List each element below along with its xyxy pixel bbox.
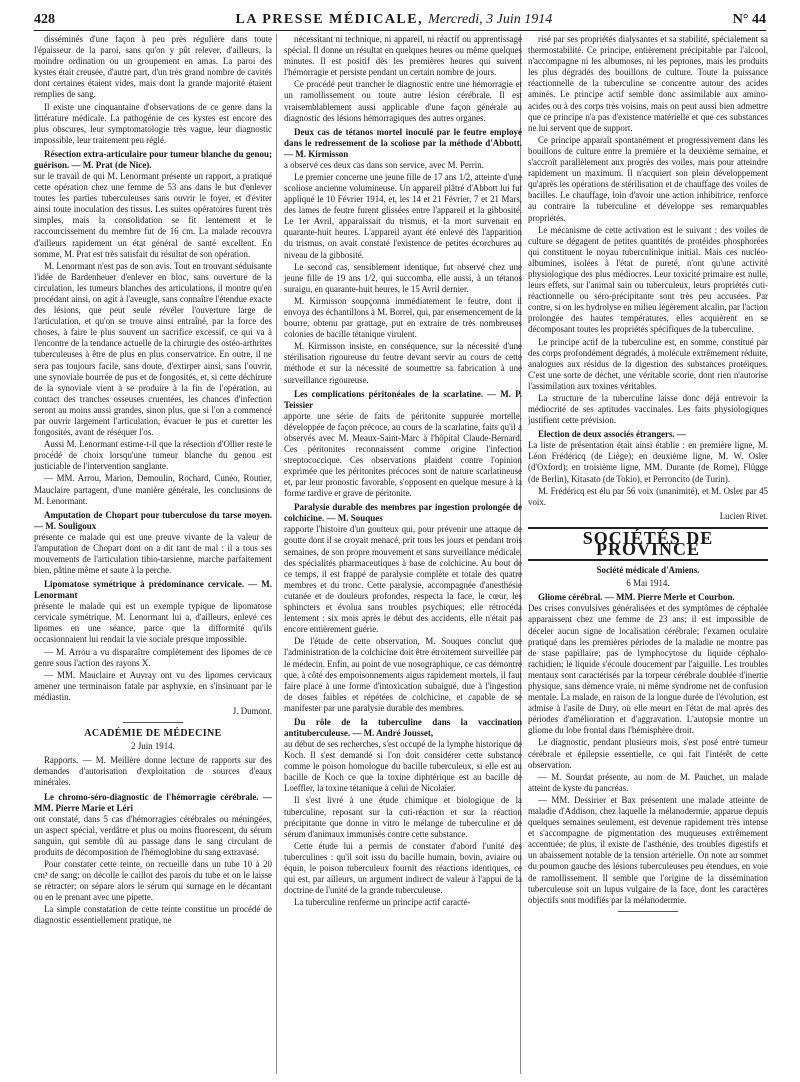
session-date: 6 Mai 1914. — [626, 578, 670, 589]
paragraph: apporte une série de faits de péritonite suppurée mortelle, développée de façon précoce, au cours de la scarlatine, faits qu'il a observés avec M. Meaux-Saint-Marc à l'hôpital Claude-Bernard. Ces péritonites reconnaissent comme origine l'infection streptococcique. Ces observations plaident contre l'opinion exprimée que les péritonites précoces sont de nature scarlatineuse et, par leur pronostic favorable, s'opposent en quelque mesure à la forme tardive et grave de péritonite. — [284, 410, 522, 499]
paragraph: Il s'est livré à une étude chimique et biologique de la tuberculine, reposant sur la cuti-réaction et sur la réaction précipitante que donne in vitro le mélange de tuberculine et de sérum d'animaux immunisés contre cette substance. — [284, 795, 522, 839]
paragraph: sur le travail de qui M. Lenormant présente un rapport, a pratiqué cette opération chez une femme de 53 ans dans le but d'enlever toutes les parties tuberculeuses sans ouvrir le foyer, et d'éviter ainsi toute inoculation des tissus. Les suites opératoires furent très simples, mais la consolidation se fit lentement et le raccourcissement du membre fut de 16 cm. La malade recouvra d'ailleurs rapidement un état général de santé excellent. En somme, M. Prat est très satisfait du résultat de son opération. — [34, 170, 272, 259]
section-title: ACADÉMIE DE MÉDECINE — [84, 728, 222, 740]
paragraph: disséminés d'une façon à peu près régulière dans toute l'épaisseur de la paroi, sans qu'on y pût relever, d'ailleurs, la moindre ordination ou un groupement en amas. La paroi des kystes était creusée, d'autre part, d'un très grand nombre de cavités dont certaines étaient vides, mais dont la grande majorité étaient remplies de sang. — [34, 34, 272, 100]
column-rule — [276, 34, 277, 1074]
section-heading: Du rôle de la tuberculine dans la vaccination antituberculeuse. — M. André Jousset, — [284, 716, 522, 738]
paragraph: Aussi M. Lenormant estime-t-il que la résection d'Ollier reste le procédé de choix lorsqu'une tumeur blanche du genou est justiciable de l'intervention sanglante. — [34, 439, 272, 472]
paragraph: M. Kirmisson soupçonna immédiatement le feutre, dont il envoya des échantillons à M. Borrel, qui, par ensemencement de la bourre, obtenu par grattage, put en extraire de très nombreuses colonies de bacille tétanique virulent. — [284, 295, 522, 340]
paragraph: Pour constater cette teinte, on recueille dans un tube 10 à 20 cm³ de sang; on décolle le caillot des parois du tube et on le laisse se rétracter; on sépare alors le sérum qui surnage en le décantant ou en le prenant avec une pipette. — [34, 858, 272, 903]
column-1 — [34, 34, 272, 1074]
paragraph: rapporte l'histoire d'un goutteux qui, pour prévenir une attaque de goutte dont il se croyait menacé, prit tous les jours et pendant trois semaines, de son propre mouvement et sans surveillance médicale, des spécialités pharmaceutiques à base de colchicine. Au bout de ce temps, il est frappé de paralysie complète et totale des quatre membres et du tronc. Cette paralysie, accompagnée d'anesthésie cutanée et de douleurs profondes, respecta la face, le cœur, les sphincters et évolua sans troubles psychiques; elle rétrocéda lentement : six mois après le début des accidents, elle n'était pas encore entièrement guérie. — [284, 524, 522, 635]
signature: J. Dumont. — [232, 705, 272, 716]
paragraph: Des crises convulsives généralisées et des symptômes de céphalée apparaissent chez une femme de 23 ans; il est impossible de déceler aucun signe de localisation cérébrale; l'examen oculaire pratiqué dans les premières périodes de la maladie ne montre pas de stase papillaire; pas de lymphocytose du liquide céphalo-rachidien; le liquide s'écoule doucement par l'aiguille. Les troubles mentaux sont caractérisés par la torpeur cérébrale doublée d'inertie physique, sans démence vraie, ni même syndrome net de confusion mentale. La malade, en raison de la longue durée de l'évolution, est admise à l'asile de Dury, où elle meurt en l'état de mal après des périodes d'amélioration et d'aggravation. L'autopsie montre un gliome du lobe frontal dans l'hémisphère droit. — [528, 603, 768, 736]
page-header — [34, 6, 766, 31]
paragraph: — MM. Dessirier et Bax présentent une malade atteinte de maladie d'Addison, chez laquelle la mélanodermie, apparue depuis quelques semaines seulement, est devenue rapidement très intense et s'accompagne de pigmentation des muqueuses extrêmement accentuée; de plus, il existe de l'asthénie, des troubles digestifs et un abaissement notable de la tension artérielle. On note au sommet du poumon gauche des lésions tuberculeuses peu étendues, en voie de ramollissement. Il semble que l'origine de la dissémination tuberculeuse soit un lupus vulgaire de la face, dont les caractères objectifs sont modifiés par la mélanodermie. — [528, 794, 768, 905]
journal-title: LA PRESSE MÉDICALE, Mercredi, 3 Juin 1914 — [235, 12, 553, 27]
paragraph: — MM. Mauclaire et Auvray ont vu des lipomes cervicaux amener une terminaison fatale par asphyxie, en s'insinuant par le médiastin. — [34, 669, 272, 702]
paragraph: M. Kirmisson insiste, en conséquence, sur la nécessité d'une stérilisation rigoureuse du feutre devant servir au cours de cette méthode et sur la nécessité de soumettre sa fabrication à une surveillance rigoureuse. — [284, 341, 522, 385]
section-heading: Deux cas de tétanos mortel inoculé par le feutre employé dans le redressement de la scoliose par la méthode d'Abbott. — M. Kirmisson — [284, 126, 522, 159]
issue-number: N° 44 — [732, 12, 766, 27]
paragraph: — M. Sourdat présente, au nom de M. Pauchet, un malade atteint de kyste du pancréas. — [528, 771, 768, 793]
paragraph: La structure de la tuberculine laisse donc déjà entrevoir la médiocrité de ses aptitudes vaccinales. Les faits physiologiques justifient cette prévision. — [528, 393, 768, 426]
paragraph: La simple constatation de cette teinte constitue un procédé de diagnostic essentiellement pratique, ne — [34, 904, 272, 926]
section-heading: Lipomatose symétrique à prédominance cervicale. — M. Lenormant — [34, 579, 272, 601]
section-heading: Paralysie durable des membres par ingestion prolongée de colchicine. — M. Souques — [284, 502, 522, 524]
paragraph: Cette étude lui a permis de constater d'abord l'unité des tuberculines : qu'il soit issu du bacille humain, bovin, aviaire ou équin, le poison tuberculeux fournit des réactions identiques, ce qui est, par ailleurs, un argument indirect de valeur à l'appui de la doctrine de l'unité de la grande tuberculeuse. — [284, 840, 522, 896]
paragraph: nécessitant ni technique, ni appareil, ni réactif ou apprentissage spécial. Il donne un résultat en quelques heures ou même quelques minutes. Il est positif dès les premières heures qui suivent l'hémorragie et persiste pendant un certain nombre de jours. — [284, 34, 522, 78]
paragraph: présente ce malade qui est une preuve vivante de la valeur de l'amputation de Chopart dont on a dit tant de mal : il a tous ses mouvements de l'articulation tibio-tarsienne, marche parfaitement bien, pâtine même et saute à la perche. — [34, 531, 272, 576]
society-title: Société médicale d'Amiens. — [596, 565, 700, 576]
column-3 — [528, 34, 768, 1074]
paragraph: Rapports. — M. Meillère donne lecture de rapports sur des demandes d'autorisation d'exploitation de sources d'eaux minérales. — [34, 755, 272, 788]
issue-date: Mercredi, 3 Juin 1914 — [428, 12, 553, 27]
paragraph: ont constaté, dans 5 cas d'hémorragies cérébrales ou méningées, un aspect spécial, verdâtre et plus ou moins fluorescent, du sérum sanguin, qui semble dû au passage dans le sang circulant de produits de décomposition de l'hémoglobine du sang extravasé. — [34, 813, 272, 857]
section-heading: Amputation de Chopart pour tuberculose du tarse moyen. — M. Souligoux — [34, 509, 272, 531]
paragraph: Le diagnostic, pendant plusieurs mois, s'est posé entre tumeur cérébrale et épilepsie essentielle, ce qui fait l'intérêt de cette observation. — [528, 737, 768, 770]
paragraph: La tuberculine renferme un principe actif caracté- — [294, 897, 471, 908]
paragraph: — MM. Arrou, Marion, Demoulin, Rochard, Cunéo, Routier, Mauclaire partagent, d'une manière générale, les conclusions de M. Lenormant. — [34, 473, 272, 506]
paragraph: La liste de présentation était ainsi établie : en première ligne, M. Léon Frédéricq (de Liège); en deuxième ligne, M. W. Osler (d'Oxford); en troisième ligne, MM. Durante (de Rome), Flügge (de Berlin), Kitasato (de Tokio), et Perroncito (de Turin). — [528, 440, 768, 484]
paragraph: M. Lenormant n'est pas de son avis. Tout en trouvant séduisante l'idée de Bardenheuer d'enlever en bloc, sans ouverture de la circulation, les tumeurs blanches des articulations, il montre qu'en procédant ainsi, on agit à l'aveugle, sans connaître l'étendue exacte des lésions, que peut seule révéler l'ouverture large de l'articulation, et qu'on se trouve ainsi entraîné, par la force des choses, à faire le plus souvent un sacrifice excessif, ce qui va à l'encontre de la tendance actuelle de la chirurgie des ostéo-arthrites tuberculeuses à être de plus en plus conservatrice. En outre, il ne sera pas toujours facile, sans doute, d'extirper ainsi, sans l'ouvrir, une synoviale bourrée de pus et de fongosités, et, si cette déchirure de la synoviale vient à se produire à la fin de l'opération, au contact des tranches osseuses cruentées, les chances d'infection seront au moins aussi grandes, sinon plus, que si l'on a commencé par ouvrir largement l'articulation, évacuer le pus et curetter les fongosités, avant de réséquer l'os. — [34, 260, 272, 438]
page-number: 428 — [34, 12, 55, 27]
section-heading: Résection extra-articulaire pour tumeur blanche du genou; guérison. — M. Prat (de Nice). — [34, 148, 272, 170]
paragraph: Ce principe apparaît spontanément et progressivement dans les bouillons de culture entre la première et la deuxième semaine, et s'accroît parallèlement aux progrès des voiles, mais pour atteindre rapidement un maximum. Il n'acquiert son plein développement qu'après les opérations de stérilisation et de chauffage des voiles de bacilles. Le chauffage, loin d'avoir une action inhibitrice, renforce au contraire la tuberculine et développe ses remarquables propriétés. — [528, 134, 768, 223]
paragraph: risé par ses propriétés dialysantes et sa stabilité, spécialement sa thermostabilité. Ce principe, entièrement précipitable par l'alcool, n'accompagne ni les albumoses, ni les peptones, mais les produits les plus dégradés des bouillons de culture. Toute la puissance réactionnelle de la tuberculine se concentre autour des acides aminés. Le principe actif semble donc assimilable aux amino-acides ou à des corps très voisins, mais on peut aussi bien admettre que ce principe n'a pas d'existence matérielle et que ces substances ne lui servent que de support. — [528, 34, 768, 133]
divider — [123, 722, 183, 723]
section-heading: Le chromo-séro-diagnostic de l'hémorragie cérébrale. — MM. Pierre Marie et Léri — [34, 791, 272, 813]
paragraph: De l'étude de cette observation, M. Souques conclut que l'administration de la colchicine doit être étroitement surveillée par le médecin. Enfin, au point de vue nosographique, ce cas démontre que, à côté des empoisonnements aigus rapidement mortels, il faut faire place à une forme d'intoxication subaiguë, due à l'ingestion de doses faibles et répétées de colchicine, et capable de se manifester par une paralysie durable des membres. — [284, 636, 522, 713]
paragraph: Le mécanisme de cette activation est le suivant : des voiles de culture se dégagent de petites quantités de protéides phosphorées qui constituent le noyau tuberculinique initial. Mais ces nucléo-albumines, isolées à l'état de pureté, n'ont qu'une activité physiologique des plus médiocres. Leur toxicité primaire est nulle, leurs effets, sur l'animal sain ou tuberculeux, leurs propriétés cuti-réactionnelle ou séro-précipitante sont très peu accusées. Par contre, si on les hydrolyse en milieu légèrement alcalin, par l'action prolongée des hautes températures, elles acquièrent en se décomposant toutes les propriétés spécifiques de la tuberculine. — [528, 224, 768, 335]
section-heading: Les complications péritonéales de la scarlatine. — M. P. Teissier — [284, 388, 522, 410]
column-2 — [284, 34, 522, 1074]
session-date: 2 Juin 1914. — [131, 741, 175, 752]
paragraph: Le principe actif de la tuberculine est, en somme, constitué par des corps profondément dégradés, à molécule extrêmement réduite, analogues aux résidus de la digestion des substances protéiques. C'est une sorte de déchet, une véritable scorie, dont rien n'autorise l'assimilation aux toxines véritables. — [528, 336, 768, 391]
paragraph: présente le malade qui est un exemple typique de lipomatose cervicale symétrique. M. Lenormant lui a, d'ailleurs, enlevé ces lipomes en une séance, parce que la difformité qu'ils occasionnaient lui rendait la vie sociale presque impossible. — [34, 601, 272, 645]
paragraph: M. Frédéricq est élu par 56 voix (unanimité), et M. Osler par 45 voix. — [528, 485, 768, 507]
paragraph: Le premier concerne une jeune fille de 17 ans 1/2, atteinte d'une scoliose ancienne volumineuse. Un appareil plâtré d'Abbott lui fut appliqué le 10 Février 1914, et, les 14 et 21 Février, 7 et 21 Mars, des lames de feutre furent glissées entre l'appareil et la gibbosité. Le 1er Avril, apparaissait du trismus, et la mort survenait en quarante-huit heures. L'appareil ayant été enlevé dès l'apparition du trismus, on avait constaté l'existence de petites écorchures au niveau de la gibbosité. — [284, 171, 522, 260]
paragraph: Il existe une cinquantaine d'observations de ce genre dans la littérature médicale. La pathogénie de ces kystes est encore des plus obscures, leur symptomatologie très vague, leur diagnostic impossible, leur traitement peu réglé. — [34, 101, 272, 145]
paragraph: a observé ces deux cas dans son service, avec M. Perrin. — [284, 159, 484, 170]
paragraph: Le second cas, sensiblement identique, fut observé chez une jeune fille de 19 ans 1/2, qui succomba, elle aussi, à un tétanos suraigu, en quarante-huit heures, le 15 Avril dernier. — [284, 261, 522, 294]
paragraph: — M. Arrou a vu disparaître complètement des lipomes de ce genre sous l'action des rayons X. — [34, 646, 272, 668]
section-heading: Election de deux associés étrangers. — — [538, 429, 686, 440]
section-banner: SOCIÉTÉS DE PROVINCE — [528, 527, 768, 561]
paragraph: au début de ses recherches, s'est occupé de la lymphe historique de Koch. Il s'est demandé si l'on doit considérer cette substance comme le poison homologue du bacille tuberculeux, si elle est au bacille de Koch ce que la toxine diphtérique est au bacille de Loeffler, la toxine tétanique à celui de Nicolaïer. — [284, 738, 522, 794]
signature: Lucien Rivet. — [719, 510, 768, 521]
section-heading: Gliome cérébral. — MM. Pierre Merle et Courbon. — [538, 592, 735, 603]
divider — [618, 911, 678, 912]
paragraph: Ce procédé peut trancher le diagnostic entre une hémorragie et un ramollissement ou toute autre lésion cérébrale. Il est vraisemblablement aussi applicable d'une façon générale au diagnostic des lésions hémorragiques des autres organes. — [284, 79, 522, 123]
